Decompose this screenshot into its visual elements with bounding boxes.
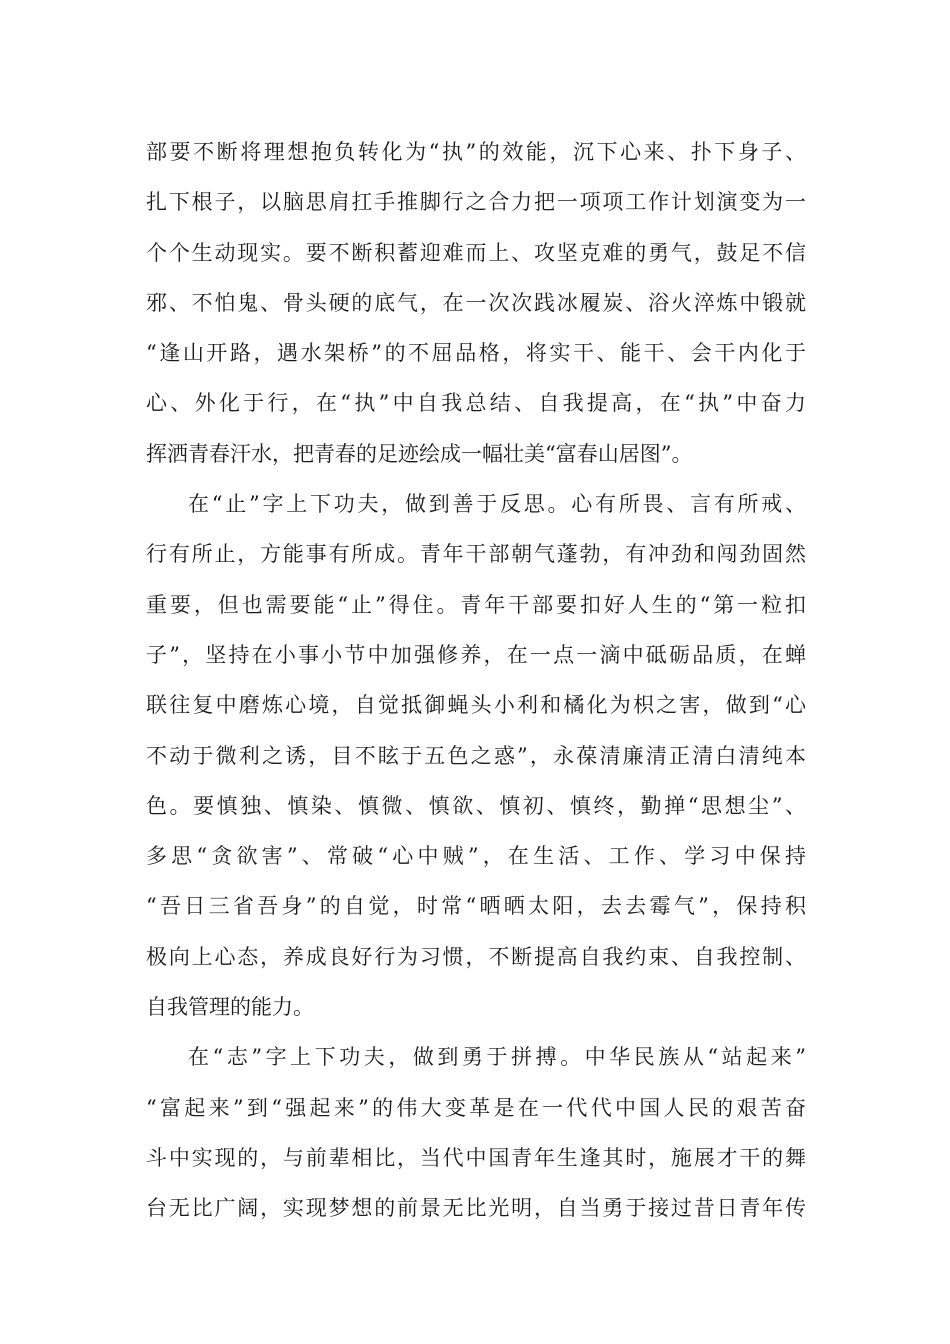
text-line: 色。要慎独、慎染、慎微、慎欲、慎初、慎终，勤掸“思想尘”、 (146, 793, 806, 818)
text-line: 个个生动现实。要不断积蓄迎难而上、攻坚克难的勇气，鼓足不信 (146, 240, 806, 265)
text-line: 在“志”字上下功夫，做到勇于拼搏。中华民族从“站起来” (188, 1045, 806, 1070)
paragraph-1 (146, 127, 806, 479)
text-line: 心、外化于行，在“执”中自我总结、自我提高，在“执”中奋力 (146, 391, 806, 416)
text-line: “逢山开路，遇水架桥”的不屈品格，将实干、能干、会干内化于 (146, 341, 806, 366)
text-line: 多思“贪欲害”、常破“心中贼”，在生活、工作、学习中保持 (146, 844, 806, 869)
text-line: 部要不断将理想抱负转化为“执”的效能，沉下心来、扑下身子、 (146, 140, 806, 164)
text-line: “富起来”到“强起来”的伟大变革是在一代代中国人民的艰苦奋 (146, 1095, 806, 1120)
text-line: 极向上心态，养成良好行为习惯，不断提高自我约束、自我控制、 (146, 944, 806, 969)
paragraph-2 (146, 479, 806, 1032)
text-line: 子”，坚持在小事小节中加强修养，在一点一滴中砥砺品质，在蝉 (146, 642, 806, 667)
paragraph-3 (146, 1032, 806, 1233)
text-line: 挥洒青春汗水，把青春的足迹绘成一幅壮美“富春山居图”。 (146, 441, 693, 466)
document-body (146, 127, 806, 1234)
text-line: 斗中实现的，与前辈相比，当代中国青年生逢其时，施展才干的舞 (146, 1145, 806, 1170)
text-line: “吾日三省吾身”的自觉，时常“晒晒太阳，去去霉气”，保持积 (146, 894, 806, 919)
text-line: 联往复中磨炼心境，自觉抵御蝇头小利和橘化为枳之害，做到“心 (146, 693, 806, 718)
text-line: 行有所止，方能事有所成。青年干部朝气蓬勃，有冲劲和闯劲固然 (146, 542, 806, 567)
text-line: 重要，但也需要能“止”得住。青年干部要扣好人生的“第一粒扣 (146, 592, 806, 617)
text-line: 台无比广阔，实现梦想的前景无比光明，自当勇于接过昔日青年传 (146, 1196, 806, 1221)
text-line: 扎下根子，以脑思肩扛手推脚行之合力把一项项工作计划演变为一 (146, 190, 806, 215)
text-line: 在“止”字上下功夫，做到善于反思。心有所畏、言有所戒、 (188, 492, 806, 517)
text-line: 邪、不怕鬼、骨头硬的底气，在一次次践冰履炭、浴火淬炼中锻就 (146, 290, 806, 315)
text-line: 不动于微利之诱，目不眩于五色之惑”，永葆清廉清正清白清纯本 (146, 743, 806, 768)
text-line: 自我管理的能力。 (146, 995, 314, 1020)
